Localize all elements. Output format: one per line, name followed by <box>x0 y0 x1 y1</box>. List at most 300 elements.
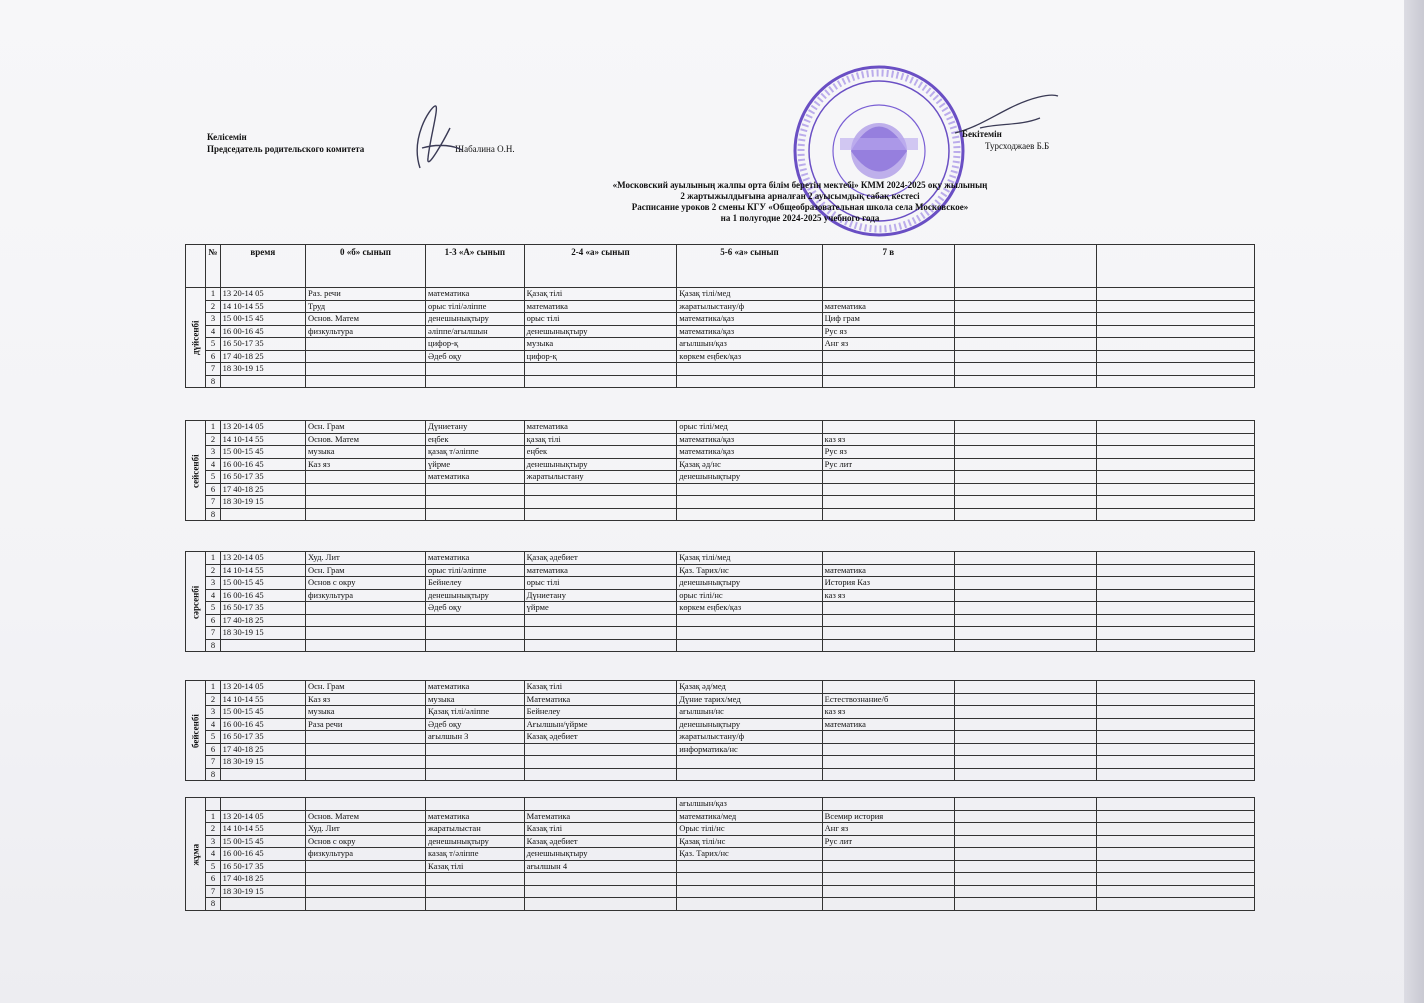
subject-cell <box>1097 823 1255 836</box>
subject-cell <box>822 731 954 744</box>
lesson-number: 5 <box>206 471 220 484</box>
subject-cell <box>1097 768 1255 781</box>
subject-cell: математика/қаз <box>677 325 822 338</box>
subject-cell: Орыс тілі/нс <box>677 823 822 836</box>
subject-cell: Бейнелеу <box>524 706 677 719</box>
subject-cell <box>954 288 1096 301</box>
subject-cell <box>524 743 677 756</box>
lesson-number: 2 <box>206 300 220 313</box>
lesson-number: 5 <box>206 602 220 615</box>
subject-cell: Основ с окру <box>306 577 426 590</box>
table-row <box>186 756 1255 769</box>
subject-cell: физкультура <box>306 589 426 602</box>
lesson-time: 16 00-16 45 <box>220 589 305 602</box>
subject-cell: Естествознание/б <box>822 693 954 706</box>
day-block <box>185 244 1255 388</box>
subject-cell <box>822 350 954 363</box>
lesson-time: 16 00-16 45 <box>220 458 305 471</box>
subject-cell <box>822 756 954 769</box>
subject-cell <box>677 375 822 388</box>
subject-cell: Қазақ тілі/мед <box>677 288 822 301</box>
subject-cell: Қазақ әд/мед <box>677 681 822 694</box>
subject-cell <box>954 627 1096 640</box>
subject-cell <box>954 693 1096 706</box>
subject-cell: Осн. Грам <box>306 564 426 577</box>
subject-cell: математика/қаз <box>677 313 822 326</box>
subject-cell <box>954 508 1096 521</box>
subject-cell: Қазақ тілі <box>524 288 677 301</box>
header-no: № <box>206 245 220 288</box>
subject-cell <box>1097 873 1255 886</box>
subject-cell <box>1097 325 1255 338</box>
table-row <box>186 860 1255 873</box>
subject-cell <box>426 639 525 652</box>
subject-cell: ағылшын/қаз <box>677 798 822 811</box>
subject-cell <box>524 627 677 640</box>
subject-cell <box>306 508 426 521</box>
day-name: жұма <box>186 798 206 911</box>
lesson-time <box>220 508 305 521</box>
subject-cell <box>954 810 1096 823</box>
lesson-number: 4 <box>206 848 220 861</box>
subject-cell <box>954 639 1096 652</box>
table-row <box>186 589 1255 602</box>
subject-cell: математика <box>426 552 525 565</box>
header-c4: 5-6 «а» сынып <box>677 245 822 288</box>
subject-cell: Ағылшын/үйрме <box>524 718 677 731</box>
subject-cell <box>1097 288 1255 301</box>
header-c3: 2-4 «а» сынып <box>524 245 677 288</box>
subject-cell: орыс тілі/әліппе <box>426 564 525 577</box>
subject-cell: қазақ т/әліппе <box>426 446 525 459</box>
subject-cell: Математика <box>524 693 677 706</box>
lesson-time: 15 00-15 45 <box>220 706 305 719</box>
lesson-number: 8 <box>206 639 220 652</box>
day-block <box>185 680 1255 781</box>
subject-cell: Осн. Грам <box>306 421 426 434</box>
subject-cell: Бейнелеу <box>426 577 525 590</box>
header-c7 <box>1097 245 1255 288</box>
subject-cell <box>426 743 525 756</box>
subject-cell <box>822 898 954 911</box>
lesson-number: 8 <box>206 375 220 388</box>
day-block <box>185 420 1255 521</box>
subject-cell: ағылшын/нс <box>677 706 822 719</box>
subject-cell <box>822 681 954 694</box>
subject-cell <box>1097 885 1255 898</box>
lesson-number <box>206 798 220 811</box>
lesson-number: 8 <box>206 898 220 911</box>
table-row <box>186 898 1255 911</box>
lesson-number: 4 <box>206 325 220 338</box>
lesson-number: 3 <box>206 706 220 719</box>
subject-cell <box>677 885 822 898</box>
subject-cell <box>822 363 954 376</box>
subject-cell <box>954 300 1096 313</box>
lesson-time: 18 30-19 15 <box>220 885 305 898</box>
subject-cell <box>1097 706 1255 719</box>
lesson-time: 15 00-15 45 <box>220 835 305 848</box>
lesson-number: 1 <box>206 421 220 434</box>
subject-cell: музыка <box>524 338 677 351</box>
subject-cell <box>1097 810 1255 823</box>
subject-cell <box>524 483 677 496</box>
lesson-time: 14 10-14 55 <box>220 433 305 446</box>
lesson-number: 6 <box>206 743 220 756</box>
subject-cell: денешынықтыру <box>524 848 677 861</box>
subject-cell <box>822 627 954 640</box>
subject-cell: Әдеб оқу <box>426 350 525 363</box>
day-name: бейсенбі <box>186 681 206 781</box>
subject-cell <box>306 768 426 781</box>
subject-cell <box>426 363 525 376</box>
document-title <box>470 180 1130 224</box>
table-row <box>186 706 1255 719</box>
subject-cell: жаратылыстан <box>426 823 525 836</box>
table-row <box>186 564 1255 577</box>
subject-cell <box>306 496 426 509</box>
subject-cell: Осн. Грам <box>306 681 426 694</box>
subject-cell <box>1097 614 1255 627</box>
subject-cell: Худ. Лит <box>306 823 426 836</box>
lesson-number: 5 <box>206 338 220 351</box>
subject-cell: денешынықтыру <box>426 313 525 326</box>
lesson-number: 2 <box>206 564 220 577</box>
table-row <box>186 639 1255 652</box>
subject-cell <box>1097 589 1255 602</box>
subject-cell: үйрме <box>426 458 525 471</box>
subject-cell <box>822 848 954 861</box>
subject-cell <box>1097 731 1255 744</box>
subject-cell <box>306 873 426 886</box>
subject-cell <box>822 483 954 496</box>
lesson-number: 2 <box>206 693 220 706</box>
subject-cell <box>306 860 426 873</box>
subject-cell <box>822 375 954 388</box>
subject-cell <box>306 898 426 911</box>
table-row <box>186 496 1255 509</box>
subject-cell <box>954 798 1096 811</box>
subject-cell: Казақ әдебиет <box>524 731 677 744</box>
lesson-time: 16 00-16 45 <box>220 325 305 338</box>
subject-cell <box>1097 446 1255 459</box>
lesson-number: 1 <box>206 288 220 301</box>
subject-cell <box>822 508 954 521</box>
subject-cell <box>954 835 1096 848</box>
subject-cell <box>954 313 1096 326</box>
lesson-time: 14 10-14 55 <box>220 693 305 706</box>
subject-cell <box>426 756 525 769</box>
table-row <box>186 823 1255 836</box>
subject-cell <box>306 483 426 496</box>
title-line-3: Расписание уроков 2 смены КГУ «Общеобразовательная школа села Московское» <box>631 202 969 212</box>
day-name: дүйсенбі <box>186 288 206 388</box>
subject-cell <box>954 743 1096 756</box>
lesson-time: 13 20-14 05 <box>220 810 305 823</box>
lesson-time: 18 30-19 15 <box>220 756 305 769</box>
subject-cell: математика <box>822 718 954 731</box>
subject-cell <box>954 446 1096 459</box>
lesson-number: 3 <box>206 577 220 590</box>
lesson-time: 13 20-14 05 <box>220 421 305 434</box>
subject-cell <box>954 564 1096 577</box>
table-row <box>186 375 1255 388</box>
subject-cell: математика <box>426 288 525 301</box>
subject-cell: Основ. Матем <box>306 313 426 326</box>
lesson-time: 18 30-19 15 <box>220 496 305 509</box>
title-line-1: «Московский ауылының жалпы орта білім беретін мектебі» КММ 2024-2025 оқу жылының <box>612 180 988 190</box>
subject-cell <box>426 885 525 898</box>
subject-cell <box>1097 718 1255 731</box>
subject-cell: денешынықтыру <box>524 325 677 338</box>
subject-cell <box>822 471 954 484</box>
lesson-time: 13 20-14 05 <box>220 552 305 565</box>
subject-cell <box>954 458 1096 471</box>
subject-cell <box>524 508 677 521</box>
subject-cell <box>306 756 426 769</box>
subject-cell <box>306 743 426 756</box>
subject-cell: әліппе/ағылшын <box>426 325 525 338</box>
lesson-time: 17 40-18 25 <box>220 350 305 363</box>
subject-cell <box>822 860 954 873</box>
table-row <box>186 363 1255 376</box>
subject-cell: казақ т/әліппе <box>426 848 525 861</box>
subject-cell <box>524 768 677 781</box>
subject-cell: үйрме <box>524 602 677 615</box>
subject-cell: Математика <box>524 810 677 823</box>
subject-cell: жаратылыстану/ф <box>677 300 822 313</box>
subject-cell <box>954 471 1096 484</box>
table-row <box>186 508 1255 521</box>
subject-cell <box>524 756 677 769</box>
subject-cell <box>954 898 1096 911</box>
table-row <box>186 810 1255 823</box>
table-row <box>186 338 1255 351</box>
subject-cell <box>954 338 1096 351</box>
lesson-time: 16 50-17 35 <box>220 471 305 484</box>
day-block <box>185 551 1255 652</box>
subject-cell: орыс тілі <box>524 313 677 326</box>
subject-cell: орыс тілі <box>524 577 677 590</box>
table-row <box>186 471 1255 484</box>
subject-cell <box>677 363 822 376</box>
subject-cell <box>426 614 525 627</box>
subject-cell <box>524 375 677 388</box>
subject-cell: еңбек <box>524 446 677 459</box>
subject-cell: История Каз <box>822 577 954 590</box>
subject-cell <box>426 768 525 781</box>
subject-cell <box>954 552 1096 565</box>
day-name: сейсенбі <box>186 421 206 521</box>
subject-cell <box>954 325 1096 338</box>
subject-cell: Қазақ тілі/әліппе <box>426 706 525 719</box>
subject-cell <box>1097 681 1255 694</box>
subject-cell <box>306 885 426 898</box>
subject-cell <box>954 363 1096 376</box>
subject-cell: математика <box>426 810 525 823</box>
table-row <box>186 768 1255 781</box>
subject-cell: денешынықтыру <box>677 718 822 731</box>
subject-cell <box>954 602 1096 615</box>
subject-cell: математика/қаз <box>677 446 822 459</box>
header-c2: 1-3 «А» сынып <box>426 245 525 288</box>
lesson-number: 6 <box>206 483 220 496</box>
table-row <box>186 458 1255 471</box>
subject-cell: Циф грам <box>822 313 954 326</box>
subject-cell: математика <box>822 300 954 313</box>
director-name: Турсходжаев Б.Б <box>985 141 1050 151</box>
subject-cell: Казақ тілі <box>524 823 677 836</box>
subject-cell: информатика/нс <box>677 743 822 756</box>
lesson-time: 14 10-14 55 <box>220 823 305 836</box>
subject-cell: Рус яз <box>822 325 954 338</box>
signature-left <box>400 98 470 178</box>
subject-cell <box>1097 375 1255 388</box>
subject-cell: музыка <box>426 693 525 706</box>
approved-label: Бекітемін <box>962 129 1002 139</box>
subject-cell <box>677 873 822 886</box>
subject-cell <box>677 860 822 873</box>
subject-cell: Основ с окру <box>306 835 426 848</box>
lesson-time: 17 40-18 25 <box>220 873 305 886</box>
agreed-label: Келісемін <box>207 132 247 142</box>
header-time: время <box>220 245 305 288</box>
subject-cell: Қаз. Тарих/нс <box>677 564 822 577</box>
subject-cell <box>1097 639 1255 652</box>
table-row <box>186 313 1255 326</box>
subject-cell: ағылшын 3 <box>426 731 525 744</box>
subject-cell <box>822 614 954 627</box>
subject-cell <box>822 798 954 811</box>
subject-cell: Каз яз <box>306 693 426 706</box>
subject-cell <box>954 706 1096 719</box>
subject-cell: математика/мед <box>677 810 822 823</box>
subject-cell: Қазақ әд/нс <box>677 458 822 471</box>
subject-cell <box>677 508 822 521</box>
lesson-number: 6 <box>206 350 220 363</box>
subject-cell: Труд <box>306 300 426 313</box>
subject-cell: математика <box>426 471 525 484</box>
subject-cell: ағылшын/қаз <box>677 338 822 351</box>
subject-cell <box>677 898 822 911</box>
subject-cell <box>822 639 954 652</box>
subject-cell: математика <box>822 564 954 577</box>
subject-cell <box>524 639 677 652</box>
table-row <box>186 743 1255 756</box>
subject-cell: Қазақ тілі/нс <box>677 835 822 848</box>
subject-cell: қазақ тілі <box>524 433 677 446</box>
subject-cell <box>306 602 426 615</box>
table-row <box>186 731 1255 744</box>
title-line-4: на 1 полугодие 2024-2025 учебного года <box>720 213 880 223</box>
subject-cell <box>954 483 1096 496</box>
subject-cell <box>954 718 1096 731</box>
lesson-time <box>220 898 305 911</box>
table-row <box>186 300 1255 313</box>
lesson-number: 7 <box>206 496 220 509</box>
lesson-time: 16 50-17 35 <box>220 731 305 744</box>
subject-cell <box>954 433 1096 446</box>
table-row <box>186 835 1255 848</box>
lesson-time <box>220 639 305 652</box>
lesson-number: 6 <box>206 873 220 886</box>
day-table <box>185 797 1255 911</box>
table-row <box>186 577 1255 590</box>
agreed-block <box>207 131 515 155</box>
subject-cell: денешынықтыру <box>677 577 822 590</box>
subject-cell <box>822 496 954 509</box>
title-line-2: 2 жартыжылдығына арналған 2 ауысымдық сабақ кестесі <box>680 191 920 201</box>
table-row <box>186 552 1255 565</box>
table-row <box>186 718 1255 731</box>
table-row <box>186 885 1255 898</box>
subject-cell <box>954 350 1096 363</box>
lesson-number: 1 <box>206 681 220 694</box>
subject-cell <box>954 731 1096 744</box>
subject-cell <box>677 627 822 640</box>
subject-cell <box>1097 564 1255 577</box>
subject-cell: Казақ тілі <box>524 681 677 694</box>
subject-cell <box>677 496 822 509</box>
subject-cell <box>954 496 1096 509</box>
subject-cell <box>426 627 525 640</box>
table-row <box>186 288 1255 301</box>
subject-cell <box>822 421 954 434</box>
lesson-number: 7 <box>206 363 220 376</box>
subject-cell: орыс тілі/әліппе <box>426 300 525 313</box>
lesson-number: 1 <box>206 552 220 565</box>
table-row <box>186 627 1255 640</box>
lesson-number: 3 <box>206 835 220 848</box>
subject-cell <box>306 627 426 640</box>
subject-cell: каз яз <box>822 589 954 602</box>
subject-cell <box>426 898 525 911</box>
lesson-number: 8 <box>206 768 220 781</box>
lesson-time: 15 00-15 45 <box>220 577 305 590</box>
subject-cell <box>677 614 822 627</box>
subject-cell <box>1097 508 1255 521</box>
subject-cell: Рус лит <box>822 458 954 471</box>
table-row <box>186 350 1255 363</box>
subject-cell: цифор-қ <box>524 350 677 363</box>
lesson-number: 2 <box>206 433 220 446</box>
subject-cell: Казақ әдебиет <box>524 835 677 848</box>
subject-cell <box>524 496 677 509</box>
subject-cell: денешынықтыру <box>677 471 822 484</box>
subject-cell: математика <box>524 300 677 313</box>
subject-cell: математика <box>426 681 525 694</box>
subject-cell <box>954 756 1096 769</box>
subject-cell: жаратылыстану <box>524 471 677 484</box>
lesson-time: 14 10-14 55 <box>220 564 305 577</box>
lesson-time: 15 00-15 45 <box>220 446 305 459</box>
lesson-number: 2 <box>206 823 220 836</box>
lesson-number: 8 <box>206 508 220 521</box>
subject-cell <box>954 577 1096 590</box>
subject-cell: Раза речи <box>306 718 426 731</box>
subject-cell: Рус лит <box>822 835 954 848</box>
subject-cell <box>822 288 954 301</box>
subject-cell <box>306 350 426 363</box>
subject-cell: Основ. Матем <box>306 433 426 446</box>
subject-cell <box>524 873 677 886</box>
lesson-time: 14 10-14 55 <box>220 300 305 313</box>
table-row <box>186 602 1255 615</box>
approved-block <box>962 128 1082 151</box>
table-row <box>186 798 1255 811</box>
subject-cell <box>306 363 426 376</box>
subject-cell <box>954 848 1096 861</box>
